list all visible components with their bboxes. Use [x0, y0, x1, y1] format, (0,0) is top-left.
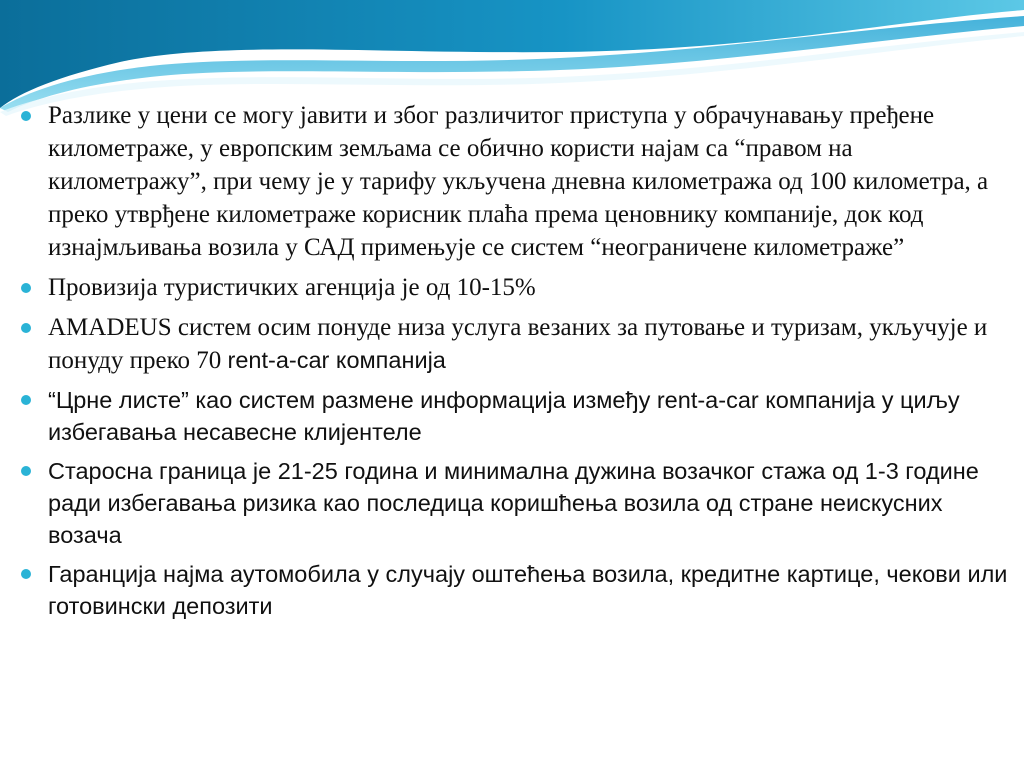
bullet-item — [20, 311, 1010, 377]
bullet-dot-icon — [21, 283, 31, 293]
bullet-dot-icon — [21, 466, 31, 476]
bullet-text-suffix: rent-a-car компанија — [227, 347, 446, 373]
bullet-item — [20, 455, 1010, 551]
bullet-item — [20, 99, 1010, 264]
bullet-dot-icon — [21, 323, 31, 333]
bullet-text: Гаранција најма аутомобила у случају оштећења возила, кредитне картице, чекови или готовински депозити — [48, 561, 1008, 619]
slide-content — [20, 99, 1010, 629]
bullet-item — [20, 271, 1010, 304]
bullet-list — [20, 99, 1010, 622]
bullet-dot-icon — [21, 111, 31, 121]
bullet-dot-icon — [21, 569, 31, 579]
bullet-text: Разлике у цени се могу јавити и због различитог приступа у обрачунавању пређене километраже, у европским земљама се обично користи најам са “правом на километражу”, при чему је у тарифу укључена дневна километража од 100 километра, а преко утврђене километраже корисник плаћа према ценовнику компаније, док код изнајмљивања возила у САД примењује се систем “неограничене километраже” — [48, 102, 989, 261]
bullet-text: Провизија туристичких агенција је од 10-15% — [48, 274, 536, 301]
bullet-text: “Црне листе” као систем размене информација између rent-a-car компанија у циљу избегавања несавесне клијентеле — [48, 387, 960, 445]
bullet-text: Старосна граница је 21-25 година и минимална дужина возачког стажа од 1-3 године ради избегавања ризика као последица коришћења возила од стране неискусних возача — [48, 458, 979, 548]
bullet-text: AMADEUS систем осим понуде низа услуга везаних за путовање и туризам, укључује и понуду преко 70 — [48, 314, 988, 374]
bullet-dot-icon — [21, 395, 31, 405]
bullet-item — [20, 558, 1010, 622]
bullet-item — [20, 384, 1010, 448]
